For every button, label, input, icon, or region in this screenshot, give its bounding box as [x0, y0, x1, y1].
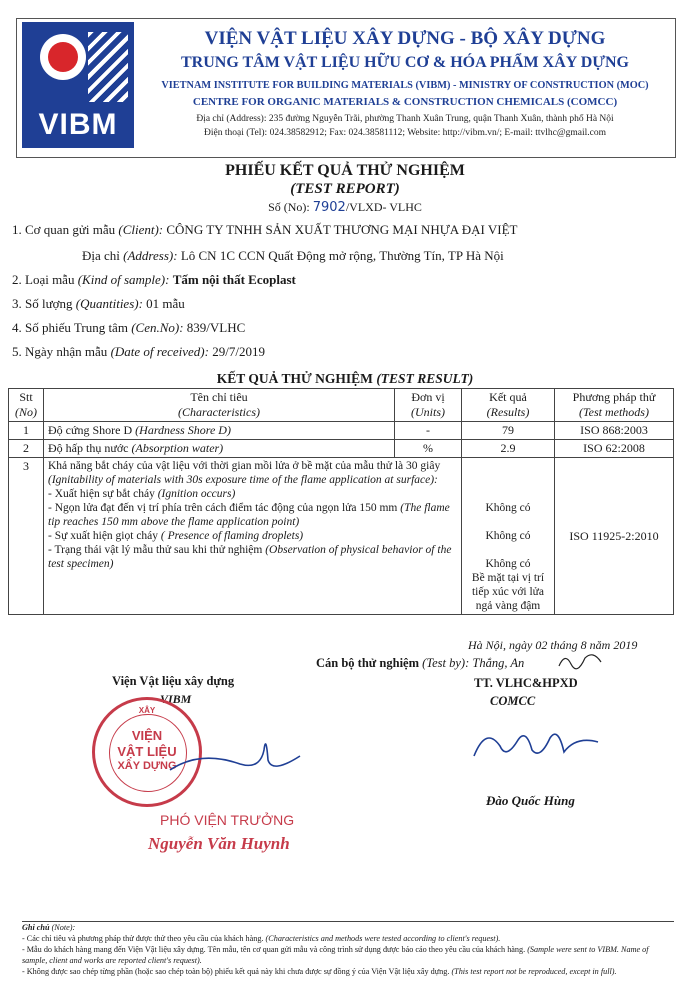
- header-no: Stt (No): [9, 389, 44, 422]
- address-line: [82, 248, 504, 264]
- client-label-en: (Client):: [118, 222, 164, 237]
- report-title-en: (TEST REPORT): [290, 181, 400, 197]
- report-number-prefix: Số (No):: [268, 200, 310, 214]
- received-date-value: 29/7/2019: [212, 344, 265, 359]
- centre-name-en: CENTRE FOR ORGANIC MATERIALS & CONSTRUCTION CHEMICALS (COMCC): [192, 96, 618, 108]
- head-signature: [466, 716, 606, 776]
- notes: Ghi chú (Note): - Các chỉ tiêu và phương pháp thử được thử theo yêu cầu của khách hàng. (Characteristics and methods were tested according to client's request). - Mẫu do khách hàng mang đến Viện Vật liệu xây dựng. Tên mẫu, tên cơ quan gửi mẫu và công trình sử dụng được báo cáo theo yêu cầu của khách hàng. (Sample were sent to VIBM. Name of sample, client and works are reported client's request). - Không được sao chép từng phần (hoặc sao chép toàn bộ) phiếu kết quả này khi chưa được sự đồng ý của Viện Vật liệu xây dựng. (This test report not be reproduced, except in full).: [22, 921, 674, 977]
- results-title-en: (TEST RESULT): [376, 371, 474, 386]
- report-title-vn: PHIẾU KẾT QUẢ THỬ NGHIỆM: [225, 162, 465, 179]
- row2-name: Độ hấp thụ nước (Absorption water): [44, 440, 395, 458]
- table-header-row: [9, 389, 674, 422]
- client-value: CÔNG TY TNHH SẢN XUẤT THƯƠNG MẠI NHỰA ĐẠI VIỆT: [166, 222, 518, 237]
- sample-line: [12, 272, 296, 288]
- cen-no-line: [12, 320, 245, 336]
- row3-result-a: Không có: [485, 502, 531, 514]
- results-table: [8, 388, 674, 615]
- institute-name-en: VIETNAM INSTITUTE FOR BUILDING MATERIALS (VIBM) - MINISTRY OF CONSTRUCTION (MOC): [161, 80, 649, 91]
- received-date-line: [12, 344, 265, 360]
- received-date-label: 5. Ngày nhận mẫu: [12, 344, 108, 359]
- row2-result: 2.9: [462, 440, 555, 458]
- row3-description: Khả năng bắt cháy của vật liệu với thời gian mồi lửa ở bề mặt của mẫu thử là 30 giây (Ignitability of materials with 30s exposure time of the flame application at surface): - Xuất hiện sự bắt cháy (Ignition occurs) - Ngọn lửa đạt đến vị trí phía trên cách điểm tác động của ngọn lửa 150 mm (The flame tip reaches 150 mm above the flame application point) - Sự xuất hiện giọt cháy ( Presence of flaming droplets) - Trạng thái vật lý mẫu thử sau khi thử nghiệm (Observation of physical behavior of the test specimen): [44, 458, 462, 615]
- row1-unit: -: [395, 422, 462, 440]
- tester-signature: [555, 648, 605, 672]
- results-title: [0, 371, 690, 387]
- row3-results: [462, 458, 555, 615]
- logo-circle-icon: [40, 34, 86, 80]
- row2-method: ISO 62:2008: [555, 440, 674, 458]
- header-results: Kết quả (Results): [462, 389, 555, 422]
- row2-no: 2: [9, 440, 44, 458]
- report-number: [0, 200, 690, 215]
- row1-method: ISO 868:2003: [555, 422, 674, 440]
- address-label-en: (Address):: [123, 248, 178, 263]
- tested-by-line: Cán bộ thử nghiệm (Test by): Thắng, An: [316, 656, 525, 670]
- sample-label-en: (Kind of sample):: [77, 272, 170, 287]
- row1-no: 1: [9, 422, 44, 440]
- header-address: Địa chỉ (Address): 235 đường Nguyễn Trãi, phường Thanh Xuân Trung, quận Thanh Xuân, thành phố Hà Nội: [196, 114, 614, 124]
- dept-name-en: COMCC: [490, 694, 536, 708]
- client-label: 1. Cơ quan gửi mẫu: [12, 222, 116, 237]
- cen-no-label: 4. Số phiếu Trung tâm: [12, 320, 128, 335]
- org-left-en: VIBM: [160, 692, 192, 706]
- row1-name: Độ cứng Shore D (Hardness Shore D): [44, 422, 395, 440]
- row3-result-b: Không có: [485, 530, 531, 542]
- quantity-label-en: (Quantities):: [75, 296, 143, 311]
- table-row: [9, 440, 674, 458]
- deputy-name: Nguyễn Văn Huynh: [148, 834, 290, 853]
- sample-label: 2. Loại mẫu: [12, 272, 75, 287]
- address-label: Địa chỉ: [82, 248, 120, 263]
- quantity-line: [12, 296, 185, 312]
- header-characteristics: Tên chỉ tiêu (Characteristics): [44, 389, 395, 422]
- logo-stripes-icon: [88, 32, 128, 102]
- org-left: Viện Vật liệu xây dựng: [112, 674, 235, 688]
- deputy-title: PHÓ VIỆN TRƯỞNG: [160, 812, 295, 828]
- official-stamp: XÂY VIỆN VẬT LIỆU XÂY DỰNG: [92, 697, 202, 807]
- row3-method: ISO 11925-2:2010: [555, 458, 674, 615]
- header-units: Đơn vị (Units): [395, 389, 462, 422]
- sample-value: Tấm nội thất Ecoplast: [172, 272, 296, 287]
- vibm-logo: [22, 22, 134, 148]
- row1-result: 79: [462, 422, 555, 440]
- quantity-label: 3. Số lượng: [12, 296, 73, 311]
- header-methods: Phương pháp thử (Test methods): [555, 389, 674, 422]
- address-value: Lô CN 1C CCN Quất Động mở rộng, Thường Tín, TP Hà Nội: [180, 248, 504, 263]
- logo-text: VIBM: [38, 108, 118, 141]
- table-row: [9, 458, 674, 615]
- cen-no-label-en: (Cen.No):: [131, 320, 184, 335]
- report-number-suffix: /VLXD- VLHC: [345, 200, 422, 214]
- dept-name: TT. VLHC&HPXD: [474, 676, 578, 690]
- centre-name-vn: TRUNG TÂM VẬT LIỆU HỮU CƠ & HÓA PHẨM XÂY DỰNG: [180, 54, 629, 71]
- row2-unit: %: [395, 440, 462, 458]
- institute-name-vn: VIỆN VẬT LIỆU XÂY DỰNG - BỘ XÂY DỰNG: [204, 28, 606, 49]
- results-title-vn: KẾT QUẢ THỬ NGHIỆM: [216, 371, 373, 386]
- quantity-value: 01 mẫu: [146, 296, 185, 311]
- cen-no-value: 839/VLHC: [186, 320, 246, 335]
- header-contact: Điện thoại (Tel): 024.38582912; Fax: 024.38581112; Website: http://vibm.vn/; E-mail: ttvlhc@gmail.com: [204, 128, 606, 138]
- received-date-label-en: (Date of received):: [110, 344, 209, 359]
- deputy-signature: [160, 730, 310, 780]
- row3-result-c: Không có: [485, 558, 531, 570]
- place-date: Hà Nội, ngày 02 tháng 8 năm 2019: [468, 638, 638, 652]
- row3-result-d: Bề mặt tại vị trí tiếp xúc với lửa ngả vàng đậm: [471, 572, 545, 612]
- signer-right-name: Đào Quốc Hùng: [486, 793, 575, 808]
- row3-no: 3: [9, 458, 44, 615]
- table-row: [9, 422, 674, 440]
- report-number-handwritten: 7902: [312, 200, 346, 215]
- client-line: [12, 222, 517, 238]
